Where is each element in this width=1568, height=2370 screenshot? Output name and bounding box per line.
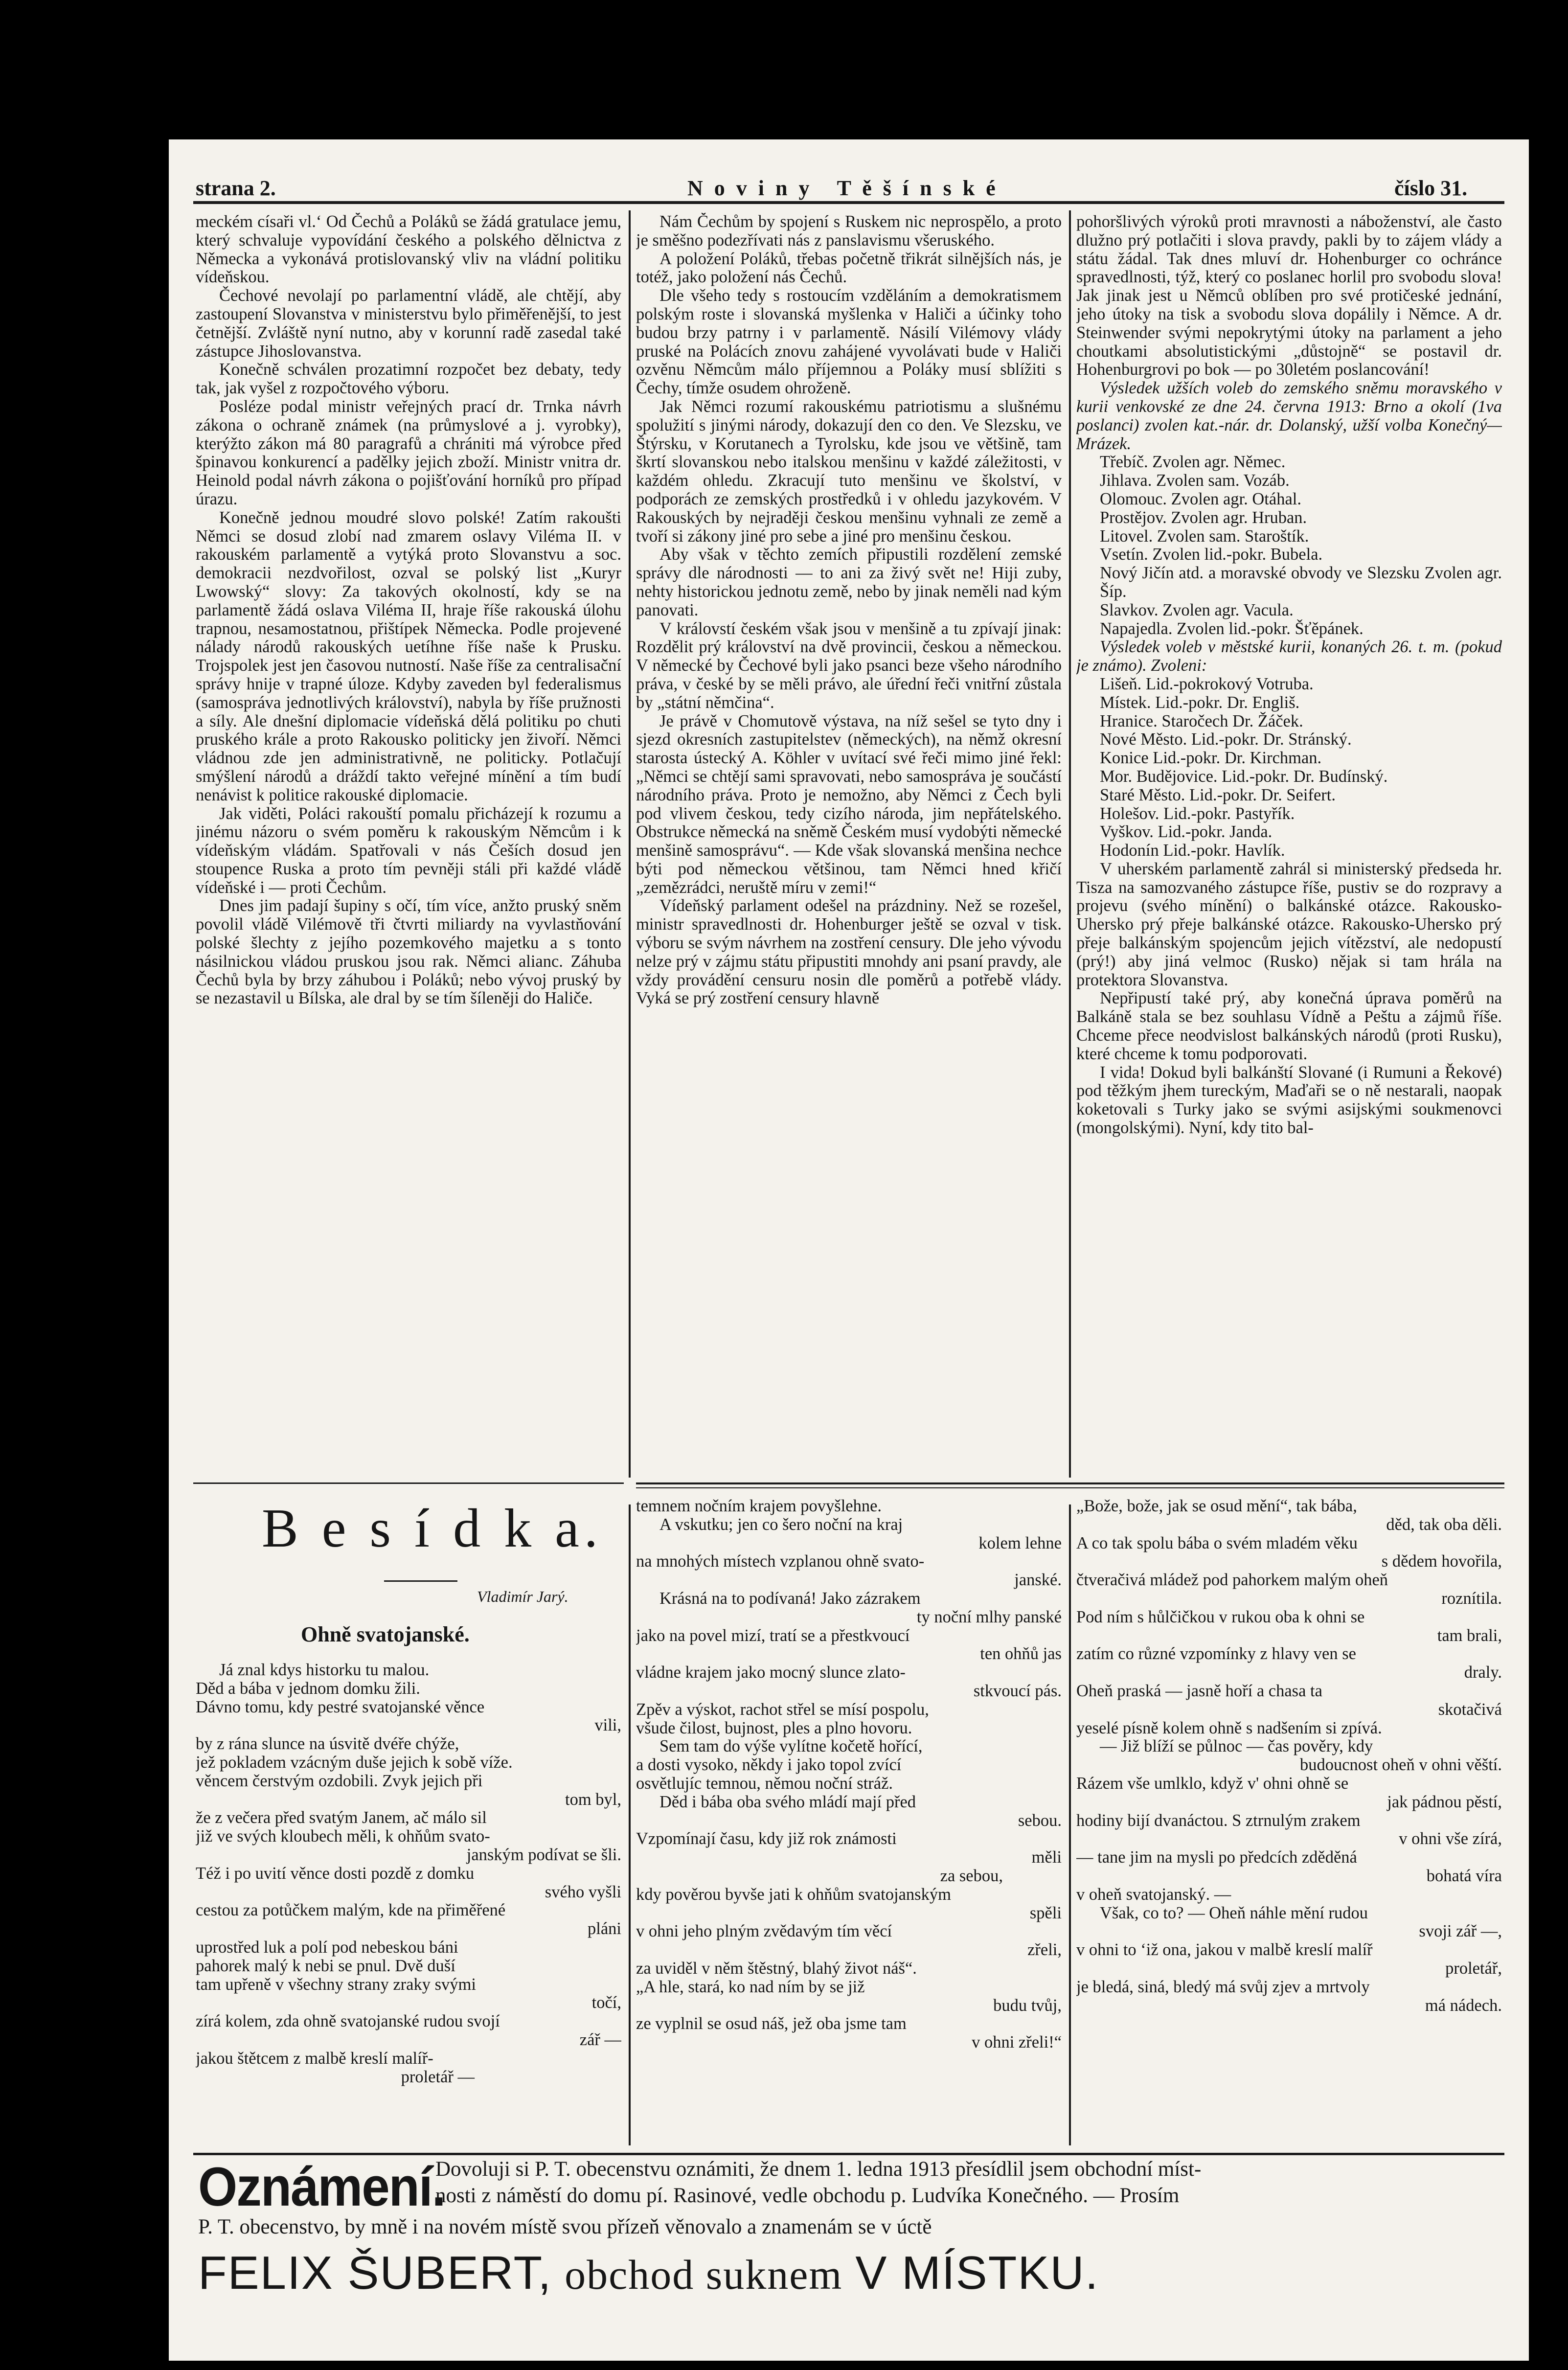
verse-line: děd, tak oba děli. bbox=[1386, 1515, 1502, 1534]
list-item: Konice Lid.-pokr. Dr. Kirchman. bbox=[1100, 749, 1322, 768]
list-item: Nové Město. Lid.-pokr. Dr. Stránský. bbox=[1100, 730, 1352, 749]
article-column-1 bbox=[196, 213, 621, 1485]
paragraph: Posléze podal ministr veřejných prací dr. Trnka návrh zákona o ochraně známek (na průmyslové a j. vyrobky), kterýžto zákon má 80 paragrafů a chrániti má výrobce před špinavou konkurencí a padělky jejich zboží. Ministr vnitra dr. Heinold podal návrh zákona o pojišťování horníků pro případ úrazu. bbox=[196, 397, 621, 508]
verse-line: cestou za potůčkem malým, kde na přiměřené bbox=[196, 1901, 506, 1920]
verse-line: ze vyplnil se osud náš, jež oba jsme tam bbox=[636, 2014, 907, 2033]
verse-line: zřeli, bbox=[1027, 1940, 1062, 1960]
paragraph: Vídeňský parlament odešel na prázdniny. Než se rozešel, ministr spravedlnosti dr. Hohenburger ještě se ozval v tisk. výboru se svým návrhem na zostření censury. Dle jeho vývodu nelze prý v zájmu státu připustiti mnohdy ani psaní pravdy, ale vždy provádění censuru nosin dle poměrů a potřebě vlády. Vyká se prý zostření censury hlavně bbox=[636, 896, 1062, 1008]
poem-author: Vladimír Jarý. bbox=[477, 1588, 568, 1605]
verse-line: na mnohých místech vzplanou ohně svato- bbox=[636, 1552, 925, 1571]
list-item: Napajedla. Zvolen lid.-pokr. Šťěpánek. bbox=[1100, 619, 1363, 638]
verse-line: Též i po uvití věnce dosti pozdě z domku bbox=[196, 1864, 475, 1883]
paragraph: Aby však v těchto zemích připustili rozdělení zemské správy dle národnosti — to ani za živý svět ne! Hiji zuby, nehty historickou jednotu země, nebo by jinak neměli nad kým panovati. bbox=[636, 545, 1062, 619]
list-item: Hodonín Lid.-pokr. Havlík. bbox=[1100, 841, 1285, 860]
verse-line: za uviděl v něm štěstný, blahý život náš“. bbox=[636, 1959, 917, 1978]
election-results-list bbox=[1076, 453, 1502, 638]
list-item: Mor. Budějovice. Lid.-pokr. Dr. Budínský. bbox=[1100, 767, 1388, 786]
advert-line-1: Dovoluji si P. T. obecenstvu oznámiti, že dnem 1. ledna 1913 přesídlil jsem obchodní míst- bbox=[435, 2158, 1202, 2181]
verse-line: A co tak spolu bába o svém mladém věku bbox=[1076, 1533, 1358, 1552]
poem-column-3 bbox=[1076, 1497, 1502, 2138]
paragraph: Výsledek voleb v městské kurii, konaných 26. t. m. (pokud je známo). Zvoleni: bbox=[1076, 638, 1502, 675]
paragraph: Je právě v Chomutově výstava, na níž sešel se tyto dny i sjezd okresních zastupitelstev (německých), na němž okresní starosta ústecký A. Köhler v uvítací své řeči mimo jiné řekl: „Němci se chtějí sami spravovati, nebo samospráva je součástí národního práva. Proto je nemožno, aby Němci z Čech byli pod vlivem českou, tedy cizího národa, jim nepřátelského. Obstrukce německá na sněmě Českém musí vydobýti německé menšině samosprávu“. — Kde však slovanská menšina nechce býti pod německou většinou, tam Němci hned křičí „zemězrádci, neruště míru v zemi!“ bbox=[636, 711, 1062, 897]
list-item: Olomouc. Zvolen agr. Otáhal. bbox=[1100, 489, 1301, 508]
section-rule bbox=[636, 1482, 1504, 1484]
verse-line: skotačivá bbox=[1438, 1700, 1502, 1719]
paragraph: Nám Čechům by spojení s Ruskem nic neprospělo, a proto je směšno podezřívati nás z panslavismu všeruského. bbox=[636, 213, 1062, 250]
verse-line: jakou štětcem z malbě kreslí malíř- bbox=[196, 2049, 433, 2068]
article-column-3 bbox=[1076, 213, 1502, 1480]
verse-line: všude čilost, bujnost, ples a plno hovoru. bbox=[636, 1718, 912, 1737]
list-item: Litovel. Zvolen sam. Staroštík. bbox=[1100, 526, 1309, 546]
poem-column-2 bbox=[636, 1497, 1062, 2138]
verse-line: janským podívat se šli. bbox=[466, 1845, 621, 1864]
list-item: Hranice. Staročech Dr. Žáček. bbox=[1100, 711, 1303, 730]
verse-line: jež pokladem vzácným duše jejich k sobě víže. bbox=[196, 1753, 513, 1772]
verse-line: zírá kolem, zda ohně svatojanské rudou svojí bbox=[196, 2012, 500, 2031]
list-item: Holešov. Lid.-pokr. Pastyřík. bbox=[1100, 804, 1295, 823]
verse-line: Dávno tomu, kdy pestré svatojanské věnce bbox=[196, 1697, 485, 1716]
list-item: Lišeň. Lid.-pokrokový Votruba. bbox=[1100, 674, 1314, 693]
list-item: Vyškov. Lid.-pokr. Janda. bbox=[1100, 822, 1273, 842]
verse-line: stkvoucí pás. bbox=[973, 1681, 1062, 1700]
verse-line: zář — bbox=[579, 2030, 621, 2049]
verse-line: má nádech. bbox=[1425, 1996, 1502, 2015]
verse-line: již ve svých kloubech měli, k ohňům svato- bbox=[196, 1827, 490, 1846]
paragraph: I vida! Dokud byli balkánští Slované (i Rumuni a Řekové) pod těžkým jhem tureckým, Maďaři se o ně nestarali, naopak koketovali s Turky jako se svými asijskými soukmenovci (mongolskými). Nyní, kdy tito bal- bbox=[1076, 1063, 1502, 1138]
verse-line: čtveračivá mládež pod pahorkem malým oheň bbox=[1076, 1571, 1388, 1590]
column-rule-1 bbox=[629, 210, 631, 1478]
paragraph: Nepřipustí také prý, aby konečná úprava poměrů na Balkáně stala se bez souhlasu Vídně a Peštu a zájmů říše. Chceme přece neodvislost balkánských národů (proti Rusku), které chceme k tomu podporovati. bbox=[1076, 989, 1502, 1063]
verse-line: budoucnost oheň v ohni věští. bbox=[1299, 1755, 1502, 1775]
verse-line: — Již blíží se půlnoc — čas pověry, kdy bbox=[1100, 1737, 1373, 1756]
list-item: Prostějov. Zvolen agr. Hruban. bbox=[1100, 508, 1307, 527]
section-rule bbox=[193, 1482, 624, 1484]
advert-line-3: P. T. obecenstvo, by mně i na novém místě svou přízeň věnovalo a znamenám se v úctě bbox=[198, 2215, 932, 2238]
verse-line: vili, bbox=[594, 1716, 621, 1735]
verse-line: pláni bbox=[588, 1919, 621, 1938]
paragraph: Jak viděti, Poláci rakouští pomalu přicházejí k rozumu a jinému názoru o svém poměru k rakouským Němcům i k vídeňským vládám. Spatřovali v nás Češích dosud jen stoupence Ruska a proto tím pevněji stáli při každé vládě vídeňské i — proti Čechům. bbox=[196, 804, 621, 897]
verse-line: zatím co různé vzpomínky z hlavy ven se bbox=[1076, 1644, 1356, 1664]
besidka-heading: B e s í d k a. bbox=[262, 1498, 603, 1559]
list-item: Třebíč. Zvolen agr. Němec. bbox=[1100, 453, 1286, 472]
verse-line: proletář, bbox=[1445, 1959, 1502, 1978]
verse-line: vládne krajem jako mocný slunce zlato- bbox=[636, 1663, 906, 1682]
verse-line: „Bože, bože, jak se osud mění“, tak bába, bbox=[1076, 1497, 1357, 1515]
verse-line: Já znal kdys historku tu malou. bbox=[219, 1661, 430, 1679]
verse-line: Pod ním s hůlčičkou v rukou oba k ohni se bbox=[1076, 1607, 1365, 1626]
verse-line: a dosti vysoko, někdy i jako topol zvící bbox=[636, 1755, 902, 1775]
verse-line: v ohni to ‘iž ona, jakou v malbě kreslí malíř bbox=[1076, 1940, 1373, 1960]
heading-underline bbox=[384, 1580, 457, 1582]
paragraph: A položení Poláků, třebas početně třikrát silnějších nás, je totéž, jako položení nás Čechů. bbox=[636, 249, 1062, 287]
firm-business: obchod suknem bbox=[565, 2251, 843, 2298]
paragraph: Dle všeho tedy s rostoucím vzděláním a demokratismem polským roste i slovanská myšlenka v Haliči a účinky toho budou brzy patrny i v parlamentě. Násilí Vilémovy vlády pruské na Polácích znovu zahájené vyvolávati bude v Haliči ozvěnu Němcům málo příjemnou a Poláky musí sblížiti s Čechy, tímže osudem ohroženě. bbox=[636, 286, 1062, 398]
verse-line: draly. bbox=[1464, 1663, 1502, 1682]
issue-number: číslo 31. bbox=[1394, 176, 1468, 200]
poem-title: Ohně svatojanské. bbox=[301, 1622, 470, 1646]
verse-line: Krásná na to podívaná! Jako zázrakem bbox=[659, 1589, 921, 1608]
advert-heading: Oznámení. bbox=[198, 2156, 445, 2217]
verse-line: janské. bbox=[1014, 1571, 1062, 1590]
verse-line: s dědem hovořila, bbox=[1381, 1552, 1502, 1571]
verse-line: spěli bbox=[1029, 1903, 1062, 1922]
verse-line: „A hle, stará, ko nad ním by se již bbox=[636, 1977, 865, 1996]
verse-line: jako na povel mizí, tratí se a přestkvoucí bbox=[636, 1626, 910, 1645]
verse-line: svého vyšli bbox=[545, 1882, 621, 1901]
verse-line: v ohni zřeli!“ bbox=[972, 2033, 1062, 2052]
column-rule-1b bbox=[629, 1504, 631, 2145]
verse-line: Děd a bába v jednom domku žili. bbox=[196, 1679, 420, 1698]
firm-name: FELIX ŠUBERT, bbox=[198, 2247, 552, 2299]
list-item: Nový Jičín atd. a moravské obvody ve Slezsku Zvolen agr. Šíp. bbox=[1100, 564, 1502, 601]
masthead-title: N o v i n y T ě š í n s k é bbox=[687, 176, 999, 200]
verse-line: kdy pověrou byvše jati k ohňům svatojanským bbox=[636, 1885, 951, 1904]
verse-line: uprostřed luk a polí pod nebeskou báni bbox=[196, 1937, 458, 1957]
column-rule-2b bbox=[1069, 1504, 1071, 2145]
verse-line: Děd i bába oba svého mládí mají před bbox=[659, 1792, 916, 1811]
verse-line: temnem nočním krajem povyšlehne. bbox=[636, 1497, 882, 1515]
verse-line: tam upřeně v všechny strany zraky svými bbox=[196, 1975, 476, 1994]
verse-line: v ohni jeho plným zvědavým tím věcí bbox=[636, 1922, 892, 1941]
verse-line: za sebou, bbox=[940, 1866, 1003, 1885]
verse-line: proletář — bbox=[401, 2067, 475, 2086]
verse-line: měli bbox=[1031, 1848, 1062, 1867]
verse-line: pahorek malý k nebi se pnul. Dvě duší bbox=[196, 1956, 455, 1975]
verse-line: yeselé písně kolem ohně s nadšením si zpívá. bbox=[1076, 1718, 1382, 1737]
verse-line: sebou. bbox=[1018, 1811, 1062, 1830]
section-rule bbox=[636, 1487, 1504, 1488]
firm-location: V MÍSTKU. bbox=[855, 2247, 1099, 2299]
paragraph: Jak Němci rozumí rakouskému patriotismu a slušnému spolužití s jinými národy, dokazují den co den. Ve Slezsku, ve Štýrsku, v Korutanech a Tyrolsku, kde jsou ve většině, tam škrtí slovanskou nebo italskou menšinu v každé záležitosti, v každém ohledu. Zkracují tuto menšinu ve školství, v podporách ze zemských prostředků i v ohledu jazykovém. V Rakouských by nejraději českou menšinu vyhnali ze země a tvoří si zákony jiné pro sebe a jiné pro menšinu českou. bbox=[636, 397, 1062, 546]
verse-line: Však, co to? — Oheň náhle mění rudou bbox=[1100, 1903, 1368, 1922]
paragraph: V královstí českém však jsou v menšině a tu zpívají jinak: Rozdělit prý království na dvě provincii, českou a německou. V německé by Čechové byli jako psanci beze všeho národního práva, v české by se měli právo, ale úřední řeči vnitřní zůstala by „státní němčina“. bbox=[636, 619, 1062, 712]
paragraph: Dnes jim padají šupiny s očí, tím více, anžto pruský sněm povolil vládě Vilémově tři čtvrti miliardy na vyvlastňování polské šlechty z jejího pozemkového majetku a s tonto násilnickou vládou pruskou jsou rak. Němci alianc. Záhuba Čechů byla by brzy záhubou i Poláků; nebo vývoj pruský by se nezastavil u Bílska, ale dral by se tím šíleněji do Haliče. bbox=[196, 896, 621, 1008]
list-item: Staré Město. Lid.-pokr. Dr. Seifert. bbox=[1100, 785, 1336, 804]
verse-line: Oheň praská — jasně hoří a chasa ta bbox=[1076, 1681, 1322, 1700]
verse-line: — tane jim na mysli po předcích zděděná bbox=[1076, 1848, 1357, 1867]
verse-line: Zpěv a výskot, rachot střel se mísí pospolu, bbox=[636, 1700, 929, 1719]
verse-line: tam brali, bbox=[1437, 1626, 1502, 1645]
paragraph: Konečně schválen prozatimní rozpočet bez debaty, tedy tak, jak vyšel z rozpočtového výboru. bbox=[196, 360, 621, 398]
verse-line: tom byl, bbox=[565, 1790, 621, 1809]
verse-line: by z rána slunce na úsvitě dvéře chýže, bbox=[196, 1734, 459, 1754]
column-rule-2 bbox=[1069, 210, 1071, 1478]
verse-line: věncem čerstvým ozdobili. Zvyk jejich při bbox=[196, 1771, 483, 1790]
verse-line: A vskutku; jen co šero noční na kraj bbox=[659, 1515, 903, 1534]
verse-line: v oheň svatojanský. — bbox=[1076, 1885, 1231, 1904]
verse-line: jak pádnou pěstí, bbox=[1387, 1792, 1502, 1811]
paragraph: Konečně jednou moudré slovo polské! Zatím rakoušti Němci se dosud zlobí nad zmarem oslavy Viléma II. v rakouském parlamentě a vytýká proto Slovanstvu a soc. demokracii nezdvořilost, ozval se polský list „Kuryr Lwowský“ slovy: Za takových okolností, kdy se na parlamentě žádá oslava Viléma II, hraje říše rakouská úlohu trapnou, nesamostatnou, přištípek Německa. Podle projevené nálady národů rakouských uetíhne říše naše k Prusku. Trojspolek jest jen časovou nutností. Naše říše za centralisační správy hnije v trapné úloze. Kdyby zaveden byl federalismus (samospráva jednotlivých království), nabyla by říše pružnosti a síly. Ale dnešní diplomacie vídeňská dělá politiku po chuti pruského krále a proto Rakousko politicky jen živoří. Němci vládnou zde jen administrativně, ne politicky. Potlačují smýšlení národů a dráždí takto veřejné mínění a tím budí nenávist k politice rakouské diplomacie. bbox=[196, 508, 621, 804]
poem-column-1 bbox=[196, 1661, 621, 2131]
newspaper-page bbox=[169, 139, 1529, 2361]
list-item: Jihlava. Zvolen sam. Vozáb. bbox=[1100, 471, 1290, 490]
verse-line: je bledá, siná, bledý má svůj zjev a mrtvoly bbox=[1076, 1977, 1370, 1996]
list-item: Vsetín. Zvolen lid.-pokr. Bubela. bbox=[1100, 545, 1323, 564]
paragraph: pohoršlivých výroků proti mravnosti a náboženství, ale často dlužno prý potlačiti i slova pravdy, pakli by to zájem vlády a státu žádal. Tak dnes mluví dr. Hohenburger co ochránce spravedlnosti, týž, který co poslanec horlil pro svobodu slova! Jak jinak jest u Němců oblíben pro své protičeské jednání, jeho útoky na tisk a svobodu slova dopálily i Němce. A dr. Steinwender svými nepokrytými útoky na parlament a jeho choutkami absolutistickými „důstojně“ se postavil dr. Hohenburgrovi po bok — po 30letém poslancování! bbox=[1076, 213, 1502, 379]
verse-line: budu tvůj, bbox=[993, 1996, 1062, 2015]
verse-line: v ohni vše zírá, bbox=[1399, 1829, 1502, 1848]
verse-line: Rázem vše umlklo, když v' ohni ohně se bbox=[1076, 1774, 1349, 1793]
page-number: strana 2. bbox=[196, 176, 276, 200]
verse-line: osvětlujíc temnou, němou noční stráž. bbox=[636, 1774, 893, 1793]
verse-line: roznítila. bbox=[1441, 1589, 1502, 1608]
verse-line: Sem tam do výše vylítne kočetě hořící, bbox=[659, 1737, 923, 1756]
election-results-list bbox=[1076, 675, 1502, 860]
advert-line-2: nosti z náměstí do domu pí. Rasinové, vedle obchodu p. Ludvíka Konečného. — Prosím bbox=[435, 2184, 1180, 2207]
verse-line: kolem lehne bbox=[978, 1533, 1062, 1552]
paragraph: Čechové nevolají po parlamentní vládě, ale chtějí, aby zastoupení Slovanstva v ministerstvu bylo přiměřenější, to jest četnější. Zvláště nyní nutno, aby v korunní radě zasedal také zástupce Jihoslovanstva. bbox=[196, 286, 621, 361]
list-item: Místek. Lid.-pokr. Dr. Engliš. bbox=[1100, 693, 1300, 712]
advert-signature bbox=[198, 2246, 1099, 2300]
article-column-2 bbox=[636, 213, 1062, 1480]
verse-line: Vzpomínají času, kdy již rok známosti bbox=[636, 1829, 897, 1848]
verse-line: hodiny bijí dvanáctou. S ztrnulým zrakem bbox=[1076, 1811, 1361, 1830]
verse-line: ten ohňů jas bbox=[980, 1644, 1062, 1664]
list-item: Slavkov. Zvolen agr. Vacula. bbox=[1100, 600, 1294, 619]
verse-line: že z večera před svatým Janem, ač málo sil bbox=[196, 1808, 487, 1827]
paragraph: Výsledek užších voleb do zemského sněmu moravského v kurii venkovské ze dne 24. června 1913: Brno a okolí (1va poslanci) zvolen kat.-nár. dr. Dolanský, užší volba Konečný—Mrázek. bbox=[1076, 379, 1502, 453]
header-rule bbox=[193, 201, 1504, 204]
verse-line: bohatá víra bbox=[1426, 1866, 1502, 1885]
paragraph: V uherském parlamentě zahrál si ministerský předseda hr. Tisza na samozvaného zástupce říše, pustiv se do rozpravy a projevu (svého mínění) o balkánské otázce. Rakousko-Uhersko prý přeje balkánské otázce. Rakousko-Uhersko prý přeje balkánským spojencům jejich vítězství, ale nedopustí (prý!) aby jiná velmoc (Rusko) nějak si tam hrála na protektora Slovanstva. bbox=[1076, 859, 1502, 989]
paragraph: meckém císaři vl.‘ Od Čechů a Poláků se žádá gratulace jemu, který schvaluje vypovídání českého a polského dělnictva z Německa a vykonává protislovanský vliv na vládní politiku vídeňskou. bbox=[196, 213, 621, 287]
verse-line: točí, bbox=[591, 1993, 621, 2012]
verse-line: svoji zář —, bbox=[1419, 1922, 1502, 1941]
verse-line: ty noční mlhy panské bbox=[916, 1607, 1062, 1626]
